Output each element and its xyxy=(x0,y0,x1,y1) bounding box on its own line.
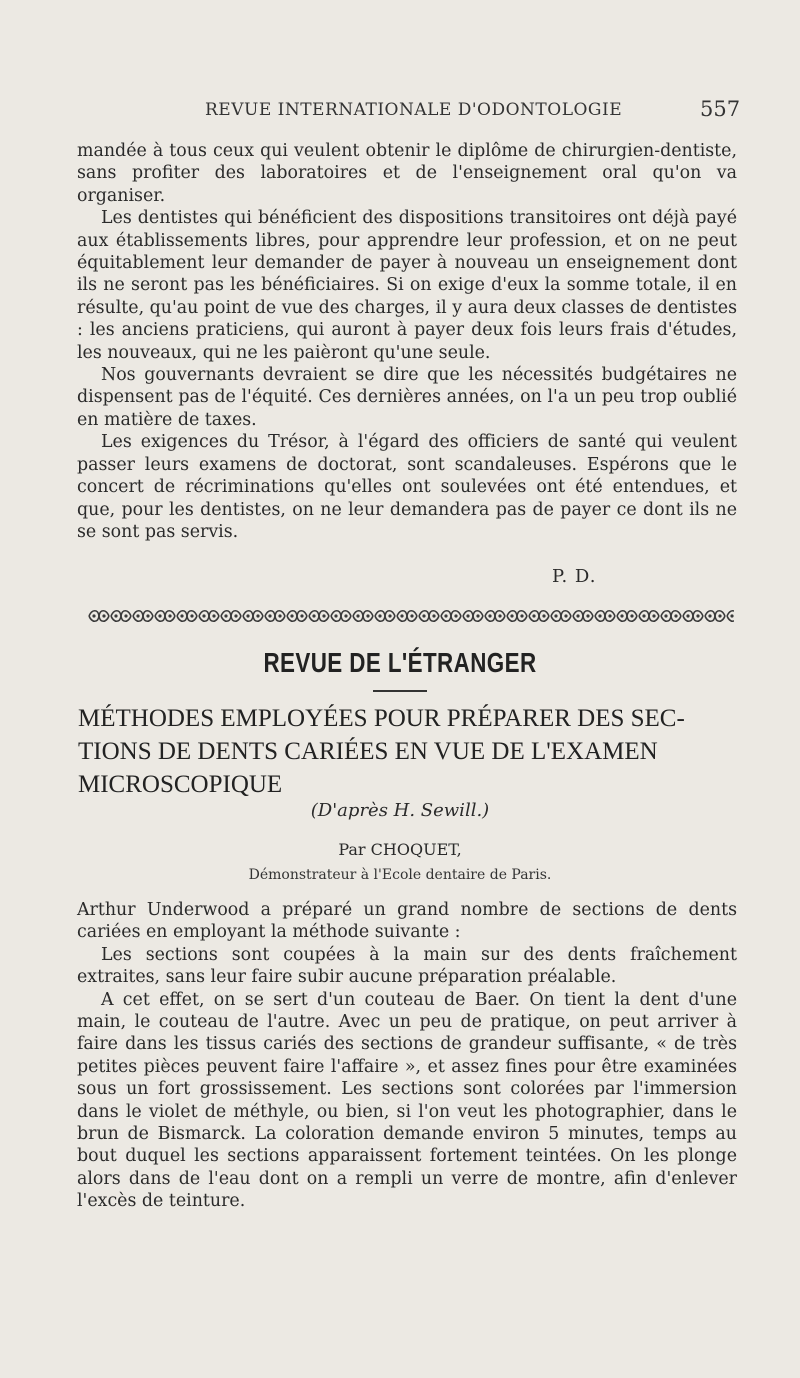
article-title xyxy=(78,702,740,801)
author-role: Démonstrateur à l'Ecole dentaire de Paris. xyxy=(248,867,552,883)
running-head: REVUE INTERNATIONALE D'ODONTOLOGIE xyxy=(205,100,623,120)
paragraph: A cet effet, on se sert d'un couteau de Baer. On tient la dent d'une main, le couteau de l'autre. Avec un peu de pratique, on peut arriver à faire dans les tissus cariés des sections de grandeur suffisante, « de très petites pièces peuvent faire l'affaire », et assez fines pour être examinées sous un fort grossissement. Les sections sont colorées par l'immersion dans le violet de méthyle, ou bien, si l'on veut les photographier, dans le brun de Bismarck. La coloration demande environ 5 minutes, temps au bout duquel les sections apparaissent fortement teintées. On les plonge alors dans de l'eau dont on a rempli un verre de montre, afin d'enlever l'excès de teinture. xyxy=(77,989,737,1212)
paragraph: Les dentistes qui bénéficient des dispositions transitoires ont déjà payé aux établissements libres, pour apprendre leur profession, et on ne peut équitablement leur demander de payer à nouveau un enseignement dont ils ne seront pas les bénéficiaires. Si on exige d'eux la somme totale, il en résulte, qu'au point de vue des charges, il y aura deux classes de dentistes : les anciens praticiens, qui auront à payer deux fois leurs frais d'études, les nouveaux, qui ne les paièront qu'une seule. xyxy=(77,208,737,363)
paragraph: Arthur Underwood a préparé un grand nombre de sections de dents cariées en employant la méthode suivante : xyxy=(77,900,737,943)
paragraph: Les exigences du Trésor, à l'égard des officiers de santé qui veulent passer leurs examens de doctorat, sont scandaleuses. Espérons que le concert de récriminations qu'elles ont soulevées ont été entendues, et que, pour les dentistes, on ne leur demandera pas de payer ce dont ils ne se sont pas servis. xyxy=(77,432,737,542)
continuation-text xyxy=(77,140,737,543)
paragraph: Nos gouvernants devraient se dire que les nécessités budgétaires ne dispensent pas de l'équité. Ces dernières années, on l'a un peu trop oublié en matière de taxes. xyxy=(77,365,737,430)
paragraph: Les sections sont coupées à la main sur des dents fraîchement extraites, sans leur faire subir aucune préparation préalable. xyxy=(77,944,737,988)
article-title-line: MÉTHODES EMPLOYÉES POUR PRÉPARER DES SEC- xyxy=(78,705,685,732)
page-number: 557 xyxy=(700,97,741,121)
article-body xyxy=(77,899,737,1213)
section-heading: REVUE DE L'ÉTRANGER xyxy=(263,647,537,678)
article-attribution: (D'après H. Sewill.) xyxy=(310,800,490,821)
signature: P. D. xyxy=(552,566,597,587)
ornamental-divider xyxy=(88,608,734,624)
article-title-line: MICROSCOPIQUE xyxy=(78,771,283,798)
article-title-line: TIONS DE DENTS CARIÉES EN VUE DE L'EXAMEN xyxy=(78,738,658,765)
paragraph: mandée à tous ceux qui veulent obtenir le diplôme de chirurgien-dentiste, sans profiter des laboratoires et de l'enseignement oral qu'on va organiser. xyxy=(77,141,737,206)
article-author: Par CHOQUET, xyxy=(338,840,462,859)
heading-rule xyxy=(373,690,427,692)
